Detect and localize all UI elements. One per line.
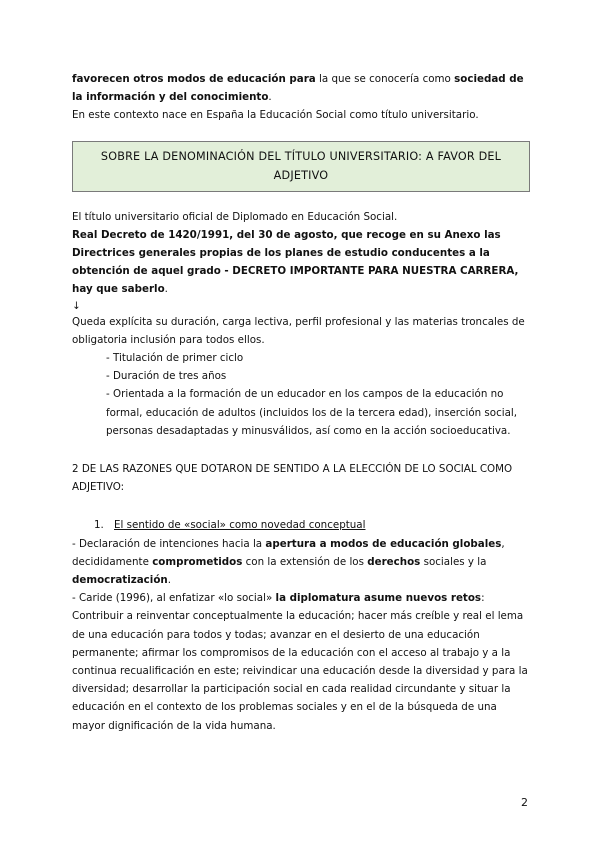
text-run: . [268, 91, 272, 104]
down-arrow-icon: ↓ [72, 299, 81, 312]
decree-paragraph [72, 226, 530, 299]
decree-bold-text: Real Decreto de 1420/1991, del 30 de agosto, que recoge en su Anexo las Directrices generales propias de los planes de estudio conducentes a la obtención de aquel grado - DECRETO IMPORTANTE PARA NUESTRA CARRERA, hay que saberlo [72, 228, 519, 296]
bullet-item: - Orientada a la formación de un educador en los campos de la educación no formal, educación de adultos (incluidos los de la tercera edad), inserción social, personas desadaptadas y minusválidos, así como en la acción socioeducativa. [106, 388, 518, 437]
bullet-item: - Titulación de primer ciclo [106, 352, 244, 365]
page-number: 2 [521, 796, 528, 809]
text-run: , decididamente [72, 537, 505, 568]
text-run: - Declaración de intenciones hacia la [72, 537, 266, 550]
bullet-item: - Duración de tres años [106, 370, 227, 383]
bold-phrase: sociedad de la información y del conocimiento [72, 73, 524, 104]
bold-phrase: la diplomatura asume nuevos retos [275, 592, 482, 605]
section-heading-box [72, 141, 530, 192]
intro-paragraph-2: En este contexto nace en España la Educación Social como título universitario. [72, 109, 479, 122]
declaration-paragraph [72, 535, 530, 590]
intro-paragraph-1 [72, 70, 530, 106]
section1-paragraph-3: Queda explícita su duración, carga lectiva, perfil profesional y las materias troncales de obligatoria inclusión para todos ellos. [72, 315, 525, 346]
bold-phrase: comprometidos [152, 555, 243, 568]
numbered-item [72, 516, 530, 534]
caride-paragraph [72, 589, 530, 735]
text-run: . [164, 283, 168, 296]
bold-phrase: apertura a modos de educación globales [265, 537, 502, 550]
text-run: : Contribuir a reinventar conceptualmente la educación; hacer más creíble y real el lema de una educación para todos y todas; avanzar en el desierto de una educación permanente; afirmar los compromisos de la educación con el acceso al trabajo y a la continua recualificación en este; reivindicar una educación desde la diversidad y para la diversidad; desarrollar la participación social en cada realidad circundante y situar la educación en el contexto de los problemas sociales y en el de la búsqueda de una mayor dignificación de la vida humana. [72, 592, 528, 732]
text-run: la que se conocería como [315, 73, 455, 85]
bold-phrase: derechos [367, 555, 421, 568]
bold-phrase: democratización [72, 574, 168, 587]
text-run: . [167, 574, 171, 587]
section1-paragraph-1: El título universitario oficial de Diplomado en Educación Social. [72, 210, 398, 223]
section-heading-text: SOBRE LA DENOMINACIÓN DEL TÍTULO UNIVERSITARIO: A FAVOR DEL ADJETIVO [100, 149, 502, 182]
section2-heading: 2 DE LAS RAZONES QUE DOTARON DE SENTIDO A LA ELECCIÓN DE LO SOCIAL COMO ADJETIVO: [72, 463, 513, 494]
text-run: - Caride (1996), al enfatizar «lo social» [72, 592, 276, 605]
text-run: sociales y la [420, 555, 487, 568]
document-page [72, 70, 530, 735]
item-number: 1. [94, 519, 104, 532]
item-label: El sentido de «social» como novedad conceptual [114, 519, 366, 532]
bold-phrase: favorecen otros modos de educación para [72, 73, 316, 85]
text-run: con la extensión de los [242, 555, 368, 568]
